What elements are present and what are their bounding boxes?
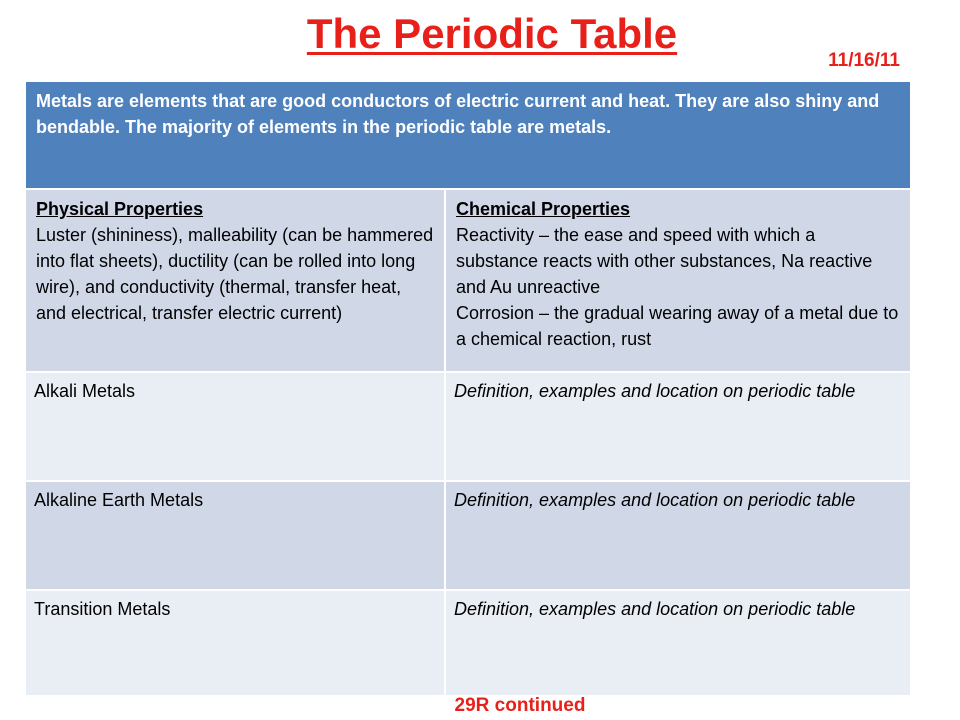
row-name: Alkali Metals [25, 372, 445, 481]
table-row [25, 372, 911, 481]
corrosion-text: Corrosion – the gradual wearing away of a metal due to a chemical reaction, rust [456, 303, 899, 349]
properties-row [25, 189, 911, 372]
row-description: Definition, examples and location on periodic table [445, 372, 911, 481]
row-name: Transition Metals [25, 590, 445, 696]
intro-text: Metals are elements that are good conductors of electric current and heat. They are also shiny and bendable. The majority of elements in the periodic table are metals. [25, 81, 911, 189]
metals-table [24, 80, 912, 697]
intro-row [25, 81, 911, 189]
chemical-properties-heading: Chemical Properties [456, 199, 631, 219]
table-row [25, 481, 911, 590]
chemical-properties-cell [445, 189, 911, 372]
table-row [25, 590, 911, 696]
physical-properties-cell [25, 189, 445, 372]
physical-properties-heading: Physical Properties [36, 199, 204, 219]
row-description: Definition, examples and location on periodic table [445, 590, 911, 696]
slide-title: The Periodic Table [306, 10, 678, 57]
reactivity-text: Reactivity – the ease and speed with which a substance reacts with other substances, Na reactive and Au unreactive [456, 225, 873, 297]
row-description: Definition, examples and location on periodic table [445, 481, 911, 590]
slide-date: 11/16/11 [828, 50, 900, 71]
slide-footer: 29R continued [454, 695, 586, 716]
physical-properties-text: Luster (shininess), malleability (can be hammered into flat sheets), ductility (can be rolled into long wire), and conductivity (thermal, transfer heat, and electrical, transfer electric current) [36, 225, 434, 323]
row-name: Alkaline Earth Metals [25, 481, 445, 590]
